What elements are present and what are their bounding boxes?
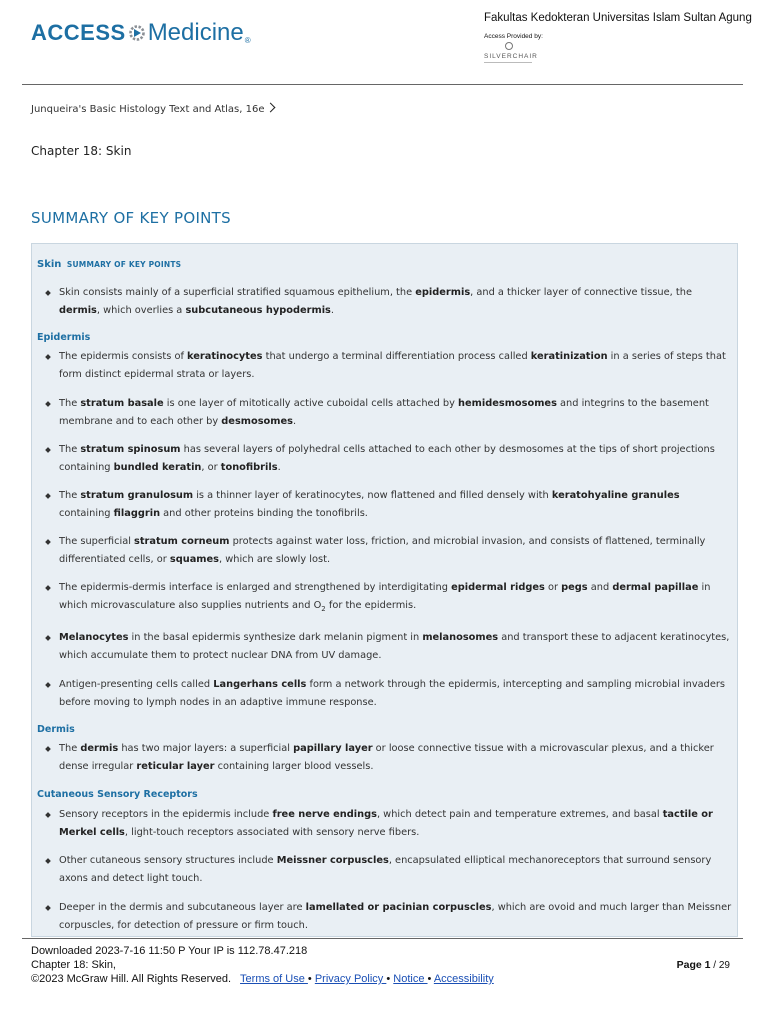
bullet-text: and other proteins binding the tonofibrils.	[160, 507, 368, 519]
bullet-text: Other cutaneous sensory structures include	[59, 855, 277, 866]
bold-term: epidermis	[415, 287, 471, 298]
breadcrumb[interactable]	[31, 104, 274, 115]
bullet-text: , which overlies a	[96, 304, 186, 316]
bullet-dermis-layers	[59, 740, 734, 775]
bold-term: dermal papillae	[612, 582, 699, 593]
bold-term: keratinization	[530, 351, 608, 362]
bullet-text: Antigen-presenting cells called	[59, 679, 214, 690]
page-current: Page 1	[676, 959, 711, 971]
footer-divider	[22, 938, 743, 939]
bullet-text: The	[59, 743, 81, 754]
bullet-text: , which detect pain and temperature extremes, and basal	[376, 809, 663, 820]
subheading-sensory-receptors: Cutaneous Sensory Receptors	[37, 789, 198, 800]
subheading-dermis: Dermis	[37, 724, 75, 735]
bullet-text: and	[587, 582, 613, 593]
bullet-text: is a thinner layer of keratinocytes, now flattened and filled densely with	[193, 490, 552, 501]
bold-term: stratum basale	[80, 398, 164, 409]
bold-term: desmosomes	[221, 415, 293, 427]
bold-term: hemidesmosomes	[458, 398, 557, 409]
bold-term: lamellated or pacinian corpuscles	[305, 902, 492, 913]
privacy-policy-link[interactable]: Privacy Policy	[314, 973, 387, 985]
page-number	[677, 959, 730, 971]
box-heading-main: Skin	[37, 259, 62, 270]
breadcrumb-book-link[interactable]: Junqueira's Basic Histology Text and Atlas, 16e	[31, 104, 265, 115]
bold-term: tactile or Merkel cells	[59, 809, 713, 838]
bold-term: keratohyaline granules	[551, 490, 680, 501]
bold-term: papillary layer	[293, 743, 373, 754]
silverchair-icon	[505, 42, 513, 50]
bullet-text: and integrins to the basement membrane and to each other by	[59, 398, 709, 427]
bullet-text: Skin consists mainly of a superficial stratified squamous epithelium, the	[59, 287, 416, 298]
bullet-keratinocytes	[59, 348, 734, 383]
chevron-right-icon	[265, 103, 275, 113]
logo-access-text: ACCESS	[31, 20, 126, 45]
accessmedicine-logo[interactable]	[31, 16, 251, 50]
logo-medicine-text: Medicine	[147, 19, 244, 46]
bullet-text: has two major layers: a superficial	[118, 743, 294, 754]
terms-of-use-link[interactable]: Terms of Use	[240, 973, 308, 985]
bullet-text: or loose connective tissue with a microvascular plexus, and a thicker dense irregular	[59, 743, 714, 772]
bullet-text: or	[544, 582, 562, 593]
bullet-text: .	[292, 415, 297, 427]
bullet-text: The	[59, 398, 81, 409]
chapter-title: Chapter 18: Skin	[31, 144, 132, 158]
bold-term: squames	[169, 553, 219, 565]
bold-term: melanosomes	[422, 632, 499, 643]
bullet-text: containing	[59, 507, 114, 519]
copyright-text: ©2023 McGraw Hill. All Rights Reserved.	[31, 973, 232, 985]
bullet-stratum-corneum	[59, 533, 734, 568]
bullet-text: The epidermis-dermis interface is enlarged and strengthened by interdigitating	[59, 582, 452, 593]
bold-term: filaggrin	[113, 507, 161, 519]
bullet-epidermal-ridges	[59, 579, 734, 618]
bold-term: Langerhans cells	[213, 679, 307, 690]
bullet-text: protects against water loss, friction, and microbial invasion, and consists of flattened, terminally differentiated cells, or	[59, 536, 706, 565]
bullet-text: in a series of steps that form distinct epidermal strata or layers.	[59, 351, 726, 380]
bullet-text: is one layer of mitotically active cuboidal cells attached by	[163, 398, 459, 409]
download-info: Downloaded 2023-7-16 11:50 P Your IP is 112.78.47.218	[31, 945, 308, 957]
bold-term: stratum spinosum	[80, 444, 181, 455]
bullet-text: , light-touch receptors associated with sensory nerve fibers.	[124, 826, 420, 838]
bullet-text: , or	[201, 461, 221, 473]
bullet-text: form a network through the epidermis, intercepting and sampling microbial invaders before moving to lymph nodes in an adaptive immune response.	[59, 679, 726, 708]
bold-term: stratum granulosum	[80, 490, 194, 501]
box-heading	[37, 259, 181, 270]
silverchair-divider	[484, 62, 532, 63]
bold-term: epidermal ridges	[451, 582, 545, 593]
bullet-text: Deeper in the dermis and subcutaneous layer are	[59, 902, 306, 913]
link-separator: •	[307, 973, 315, 985]
bold-term: subcutaneous hypodermis	[185, 304, 331, 316]
page-total: / 29	[710, 960, 730, 971]
bullet-skin-overview	[59, 284, 734, 319]
link-separator: •	[427, 973, 434, 985]
bullet-text: for the epidermis.	[325, 599, 417, 611]
footer-legal	[31, 973, 494, 985]
bold-term: dermis	[59, 304, 97, 316]
accessibility-link[interactable]: Accessibility	[433, 973, 494, 985]
bold-term: Meissner corpuscles	[276, 855, 389, 866]
subscript-text: 2	[321, 604, 326, 613]
bold-term: Melanocytes	[59, 632, 129, 643]
logo-registered-mark: ®	[244, 35, 251, 45]
bullet-text: , which are ovoid and much larger than Meissner corpuscles, for detection of pressure or firm touch.	[59, 902, 732, 931]
section-title: SUMMARY OF KEY POINTS	[31, 209, 231, 227]
box-heading-sub: SUMMARY OF KEY POINTS	[66, 260, 182, 269]
gear-icon	[127, 23, 147, 43]
bullet-text: The	[59, 490, 81, 501]
bullet-text: The epidermis consists of	[59, 351, 188, 362]
header-divider	[22, 84, 743, 85]
bullet-text: Sensory receptors in the epidermis include	[59, 809, 273, 820]
bullet-pacinian-corpuscles	[59, 899, 734, 934]
bullet-text: , encapsulated elliptical mechanoreceptors that surround sensory axons and detect light touch.	[59, 855, 712, 884]
bullet-text: .	[330, 304, 335, 316]
access-provided-label: Access Provided by:	[484, 33, 543, 40]
bold-term: reticular layer	[136, 760, 215, 772]
footer-chapter: Chapter 18: Skin,	[31, 959, 116, 971]
bullet-text: , and a thicker layer of connective tissue, the	[470, 287, 692, 298]
bullet-meissner-corpuscles	[59, 852, 734, 887]
bullet-text: in the basal epidermis synthesize dark melanin pigment in	[128, 632, 423, 643]
bold-term: stratum corneum	[134, 536, 230, 547]
bullet-text: , which are slowly lost.	[219, 553, 331, 565]
bullet-langerhans-cells	[59, 676, 734, 711]
bullet-text: in which microvasculature also supplies nutrients and O	[59, 582, 711, 611]
notice-link[interactable]: Notice	[393, 973, 428, 985]
bold-term: pegs	[561, 582, 588, 593]
bullet-free-nerve-endings	[59, 806, 734, 841]
bullet-melanocytes	[59, 629, 734, 664]
institution-name: Fakultas Kedokteran Universitas Islam Sultan Agung	[484, 12, 752, 24]
bold-term: keratinocytes	[187, 351, 263, 362]
bullet-text: The	[59, 444, 81, 455]
bullet-stratum-granulosum	[59, 487, 734, 522]
bold-term: dermis	[80, 743, 119, 754]
bullet-text: has several layers of polyhedral cells attached to each other by desmosomes at the tips of short projections containing	[59, 444, 715, 473]
bullet-stratum-spinosum	[59, 441, 734, 476]
bullet-text: and transport these to adjacent keratinocytes, which accumulate them to protect nuclear DNA from UV damage.	[59, 632, 730, 661]
bullet-text: .	[277, 461, 281, 473]
bold-term: tonofibrils	[220, 461, 278, 473]
bullet-text: containing larger blood vessels.	[214, 760, 374, 772]
bold-term: bundled keratin	[113, 461, 202, 473]
page-header	[0, 0, 768, 84]
subheading-epidermis: Epidermis	[37, 332, 91, 343]
bold-term: free nerve endings	[272, 809, 377, 820]
bullet-stratum-basale	[59, 395, 734, 430]
link-separator: •	[386, 973, 394, 985]
silverchair-logo: SILVERCHAIR	[484, 53, 538, 60]
key-points-box	[31, 243, 738, 937]
bullet-text: that undergo a terminal differentiation process called	[262, 351, 531, 362]
bullet-text: The superficial	[59, 536, 135, 547]
